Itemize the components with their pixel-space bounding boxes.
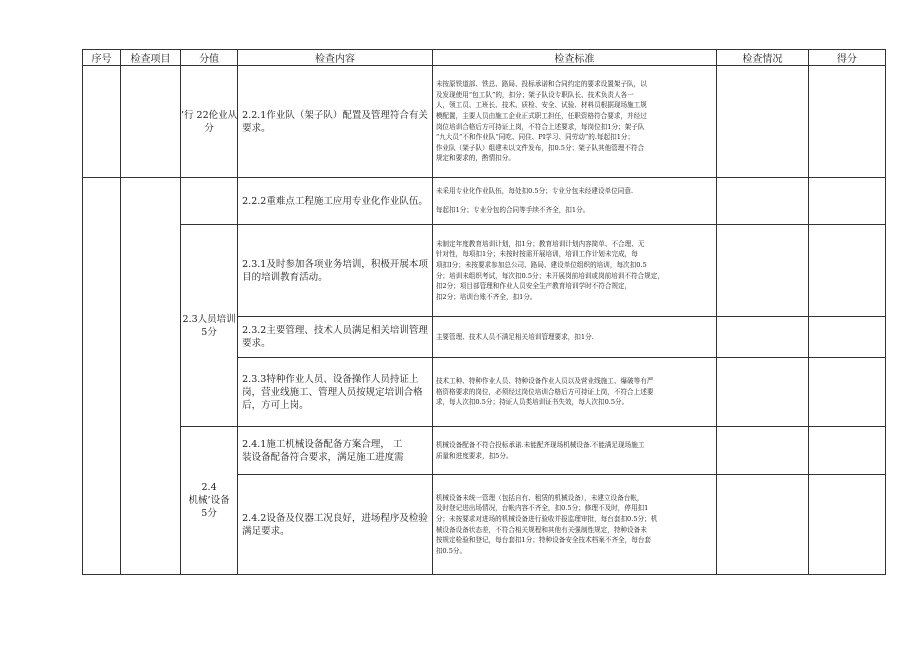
standard-line: 针对性，每项扣1分；未按时按需开展培训，培训工作计划未完成，每 bbox=[435, 250, 638, 259]
standard-line: 械设备设备状态差，不符合相关规程和其他有关强制性规定，特种设备未 bbox=[435, 525, 647, 534]
header-row bbox=[83, 50, 886, 66]
subitem-cell bbox=[181, 225, 238, 427]
content-line: 岗，营业线施工、管理人员按规定培训合格 bbox=[242, 386, 423, 398]
standard-line: 扣2分；培训台账不齐全，扣1分。 bbox=[435, 292, 537, 301]
table-row bbox=[83, 178, 886, 225]
subitem-line: 2.4 bbox=[201, 482, 217, 493]
content-line: 2.3.1及时参加各项业务培训，积极开展本项 bbox=[242, 258, 428, 270]
content-line: 装设备配备符合要求，满足施工进度需 bbox=[242, 451, 404, 463]
subitem-cell bbox=[181, 427, 238, 575]
subitem-line: 2.3人员培训 bbox=[182, 313, 236, 325]
subitem-cell bbox=[181, 178, 238, 225]
content-cell bbox=[238, 358, 433, 427]
standard-line: 质量和进度要求，扣5分。 bbox=[435, 451, 513, 460]
content-cell bbox=[238, 317, 433, 358]
result-cell[interactable] bbox=[808, 427, 885, 475]
seq-cell bbox=[83, 66, 121, 178]
standard-line: 岗位培训合格后方可持证上岗，不符合上述要求，每岗位扣1分；架子队 bbox=[435, 122, 645, 131]
standard-line: 扣2分；项目部管理和作业人员安全生产教育培训学时不符合规定， bbox=[435, 282, 632, 291]
standard-line: 分；未按要求对进场的机械设备进行验收并报监理审批，每台套扣0.5分；机 bbox=[435, 514, 658, 523]
header-result: 得分 bbox=[808, 50, 885, 66]
result-cell[interactable] bbox=[808, 66, 885, 178]
subitem-line: 5分 bbox=[201, 508, 217, 519]
content-line: 2.2.2重难点工程施工应用专业化作业队伍。 bbox=[242, 195, 428, 207]
header-item: 检查项目 bbox=[121, 50, 181, 66]
standard-cell bbox=[432, 317, 716, 358]
header-score: 分值 bbox=[181, 50, 238, 66]
item-cell bbox=[121, 178, 181, 575]
content-line: 2.4.2设备及仪器工况良好，进场程序及检验 bbox=[242, 512, 428, 524]
result-cell[interactable] bbox=[808, 178, 885, 225]
content-cell bbox=[238, 178, 433, 225]
standard-line: 规定和要求的，酌情扣分。 bbox=[435, 154, 515, 163]
header-no: 序号 bbox=[83, 50, 121, 66]
content-line: 满足要求。 bbox=[242, 525, 290, 537]
standard-cell bbox=[432, 475, 716, 575]
standard-line: 未制定年度教育培训计划，扣1分；教育培训计划内容简单、不合理、无 bbox=[435, 239, 645, 248]
check-cell[interactable] bbox=[716, 475, 808, 575]
table-row bbox=[83, 225, 886, 317]
subitem-cell bbox=[181, 66, 238, 178]
standard-line: 未采用专业化作业队伍，每处扣0.5分；专业分包未经建设单位同意. bbox=[435, 187, 634, 196]
standard-line: 分；培训未组织考试，每次扣0.5分；未开展岗前培训或岗前培训不符合规定， bbox=[435, 271, 664, 280]
subitem-line: 分 bbox=[204, 122, 214, 134]
subitem-line: 机械’设备 bbox=[188, 495, 230, 506]
check-cell[interactable] bbox=[716, 178, 808, 225]
standard-cell bbox=[432, 225, 716, 317]
standard-line: 项扣I分；未按要求参加总公司、路局、建设单位组织的培训，每次扣0.5 bbox=[435, 260, 647, 269]
result-cell[interactable] bbox=[808, 358, 885, 427]
table-row bbox=[83, 427, 886, 475]
content-line: 目的培训教育活动。 bbox=[242, 271, 328, 283]
standard-cell bbox=[432, 178, 716, 225]
result-cell[interactable] bbox=[808, 317, 885, 358]
content-line: 2.4.1施工机械设备配备方案合理， 工 bbox=[242, 438, 403, 450]
standard-line: 每起扣1分；专业分包的合同等手续不齐全，扣1分。 bbox=[435, 206, 590, 214]
check-cell[interactable] bbox=[716, 317, 808, 358]
check-cell[interactable] bbox=[716, 225, 808, 317]
standard-cell bbox=[432, 358, 716, 427]
standard-cell bbox=[432, 427, 716, 475]
standard-line: 主要管理、技术人员不满足相关培训管理要求，扣1分. bbox=[435, 332, 594, 341]
standard-line: 机械设备配备不符合投标承诺.未能配齐现场机械设备.不能满足现场施工 bbox=[435, 440, 645, 449]
content-line: 要求。 bbox=[242, 122, 271, 134]
standard-line: 模配置，主要人员由施工企业正式职工担任，任职资格符合要求，并经过 bbox=[435, 111, 647, 120]
standard-line: 及时登记进出场情况，台帐内容不齐全，扣0.5分；修理不及时，停用扣1 bbox=[435, 504, 649, 513]
content-line: 2.3.3特种作业人员、设备操作人员持证上 bbox=[242, 373, 419, 385]
standard-line: 格资格要求的岗位，必须经过岗位培训合格后方可持证上岗，不符合上述要 bbox=[435, 387, 654, 396]
result-cell[interactable] bbox=[808, 225, 885, 317]
standard-line: 人，领工员、工班长、技术、质检、安全、试验、材料员根据现场施工规 bbox=[435, 101, 647, 110]
header-content: 检查内容 bbox=[238, 50, 433, 66]
standard-line: 机械设备未统一管理（包括自有、租赁的机械设备），未建立设备台帐， bbox=[435, 493, 644, 502]
content-cell bbox=[238, 66, 433, 178]
subitem-line: 5分 bbox=[201, 326, 217, 338]
standard-cell bbox=[432, 66, 716, 178]
header-standard: 检查标准 bbox=[432, 50, 716, 66]
seq-cell bbox=[83, 178, 121, 575]
content-line: 2.2.1作业队（架子队）配置及管理符合有关 bbox=[242, 109, 428, 121]
standard-line: 扣0.5分。 bbox=[435, 546, 467, 555]
standard-line: 未按原铁道部、铁总、路局、投标承诺和合同约定的要求设置架子队，以 bbox=[435, 80, 647, 89]
standard-line: 求，每人次扣0.5分；持证人员类培训证书失效，每人次扣0.5分。 bbox=[435, 398, 629, 407]
content-line: 后，方可上岗。 bbox=[242, 399, 309, 411]
standard-line: 作业队（架子队）组建未以文件发布，扣0.5分；架子队其他管理不符合 bbox=[435, 143, 645, 152]
content-cell bbox=[238, 475, 433, 575]
content-line: 2.3.2主要管理、技术人员满足相关培训管理 bbox=[242, 325, 428, 336]
standard-line: “九大员”不和作业队“同吃、同住、PI学习、同劳动”的.每起扣1分； bbox=[435, 133, 635, 142]
result-cell[interactable] bbox=[808, 475, 885, 575]
standard-line: 按规定检验和登记，每台套扣1分；特种设备安全技术档案不齐全，每台套 bbox=[435, 536, 652, 545]
content-cell bbox=[238, 225, 433, 317]
check-cell[interactable] bbox=[716, 66, 808, 178]
content-cell bbox=[238, 427, 433, 475]
check-cell[interactable] bbox=[716, 358, 808, 427]
content-line: 要求。 bbox=[242, 338, 271, 349]
standard-line: 及发现使用“包工队”的，扣分；架子队设专职队长、技术负责人各一 bbox=[435, 90, 634, 99]
item-cell bbox=[121, 66, 181, 178]
inspection-table bbox=[82, 49, 886, 575]
table-row bbox=[83, 66, 886, 178]
header-check: 检查情况 bbox=[716, 50, 808, 66]
check-cell[interactable] bbox=[716, 427, 808, 475]
standard-line: 技术工种、特种作业人员、特种设备作业人员以及营业线施工、爆破等有严 bbox=[435, 377, 654, 386]
subitem-line: ’行 22伦业从 bbox=[181, 109, 238, 121]
